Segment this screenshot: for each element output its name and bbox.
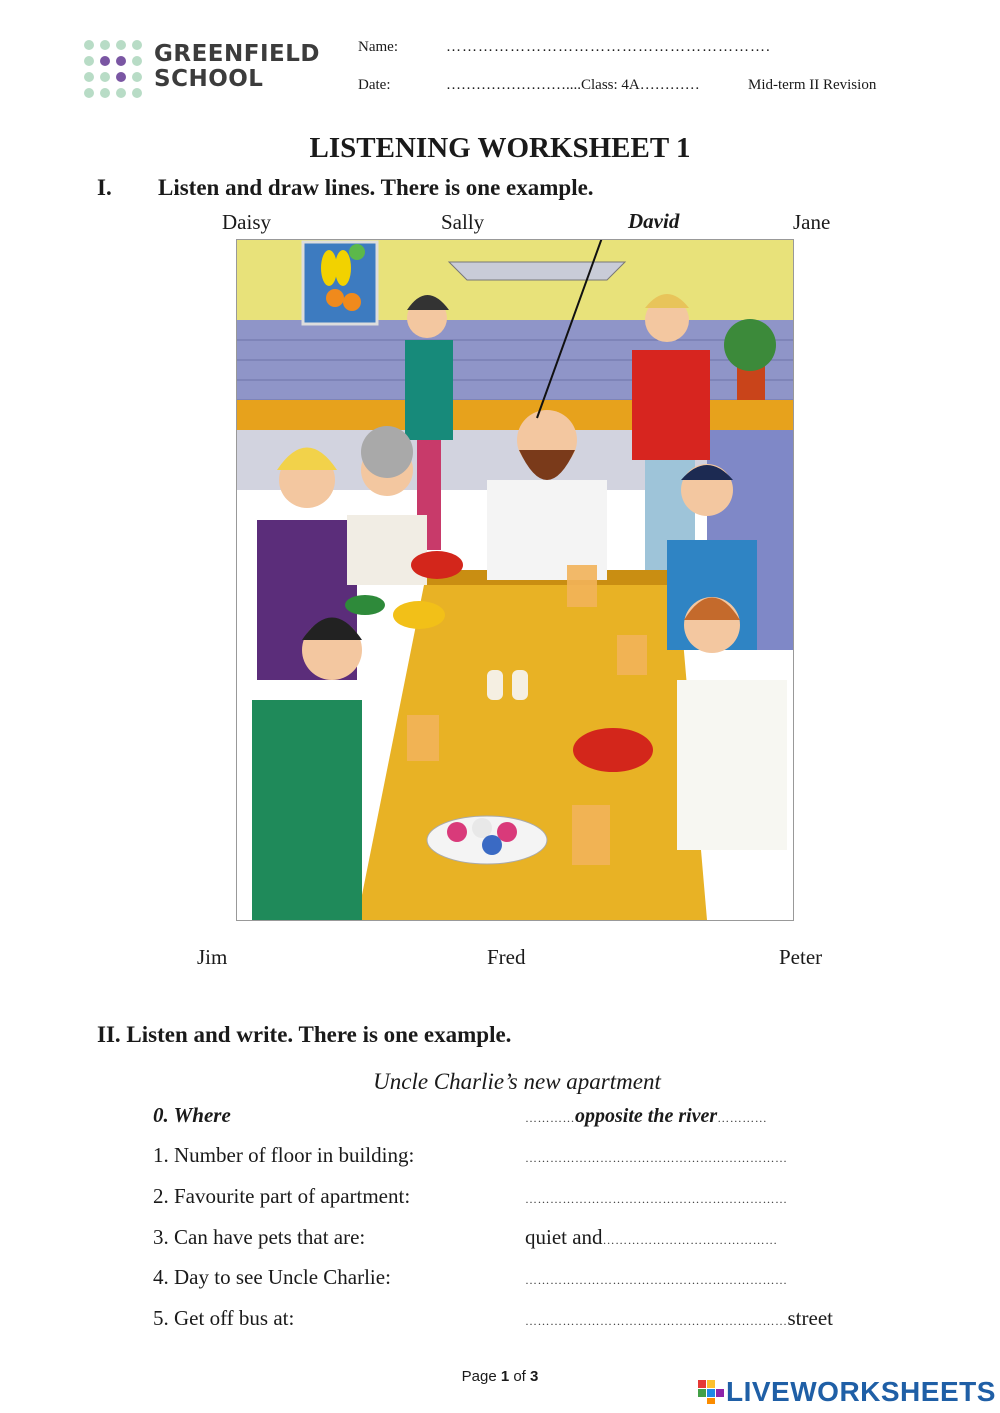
answer-5-dots[interactable]: ……………………………………………………… <box>525 1314 788 1328</box>
example-dots-post: ………… <box>717 1111 768 1125</box>
answer-4-field[interactable] <box>525 1265 788 1290</box>
page-title: LISTENING WORKSHEET 1 <box>309 132 691 164</box>
name-jim[interactable]: Jim <box>197 945 228 969</box>
example-answer-line <box>525 1103 767 1128</box>
example-question: 0. Where <box>153 1103 231 1127</box>
liveworksheets-logo-icon <box>698 1379 724 1403</box>
answer-2-dots[interactable]: ……………………………………………………… <box>525 1192 788 1206</box>
page-of: of <box>509 1368 531 1385</box>
name-daisy[interactable]: Daisy <box>222 210 271 234</box>
question-5: 5. Get off bus at: <box>153 1306 295 1330</box>
kitchen-dinner-picture <box>236 239 794 921</box>
school-name-line1: GREENFIELD <box>154 41 320 67</box>
section2-subtitle: Uncle Charlie’s new apartment <box>373 1069 661 1094</box>
section2-instruction: II. Listen and write. There is one example. <box>97 1022 512 1047</box>
class-text: Class: 4A………… <box>581 77 700 93</box>
answer-1-dots[interactable]: ……………………………………………………… <box>525 1151 788 1165</box>
section1-numeral: I. <box>97 175 112 200</box>
name-field[interactable]: ……………………………………………………. <box>446 39 771 55</box>
section1-instruction: Listen and draw lines. There is one example. <box>158 175 594 200</box>
answer-3-dots[interactable]: …………………………………… <box>602 1233 778 1247</box>
date-dots[interactable]: …………………….... <box>446 77 581 93</box>
example-answer: opposite the river <box>575 1105 718 1127</box>
answer-3-field[interactable] <box>525 1225 778 1250</box>
question-2: 2. Favourite part of apartment: <box>153 1184 411 1208</box>
name-jane[interactable]: Jane <box>793 210 831 234</box>
example-dots-pre: ………… <box>525 1111 575 1125</box>
answer-4-dots[interactable]: ……………………………………………………… <box>525 1273 788 1287</box>
liveworksheets-text: LIVEWORKSHEETS <box>726 1376 996 1407</box>
revision-label: Mid-term II Revision <box>748 77 877 93</box>
name-david-example[interactable]: David <box>628 209 680 233</box>
answer-5-field[interactable] <box>525 1306 833 1331</box>
name-label: Name: <box>358 39 398 55</box>
school-name-line2: SCHOOL <box>154 66 264 92</box>
answer-3-prefix: quiet and <box>525 1225 603 1249</box>
date-field[interactable] <box>446 77 700 94</box>
answer-2-field[interactable] <box>525 1184 788 1209</box>
school-name <box>154 42 320 92</box>
question-3: 3. Can have pets that are: <box>153 1225 366 1249</box>
date-label: Date: <box>358 77 391 93</box>
school-logo <box>84 40 324 98</box>
logo-dots-icon <box>84 40 144 98</box>
name-peter[interactable]: Peter <box>779 945 823 969</box>
page-prefix: Page <box>461 1368 501 1385</box>
page-current: 1 <box>500 1368 510 1385</box>
question-1: 1. Number of floor in building: <box>153 1143 415 1167</box>
name-fred[interactable]: Fred <box>487 945 526 969</box>
question-4: 4. Day to see Uncle Charlie: <box>153 1265 391 1289</box>
answer-1-field[interactable] <box>525 1143 788 1168</box>
liveworksheets-brand[interactable] <box>698 1376 996 1408</box>
name-sally[interactable]: Sally <box>441 210 485 234</box>
page-total: 3 <box>530 1368 539 1385</box>
kitchen-scene-illustration <box>237 240 793 920</box>
answer-5-suffix: street <box>787 1306 833 1330</box>
